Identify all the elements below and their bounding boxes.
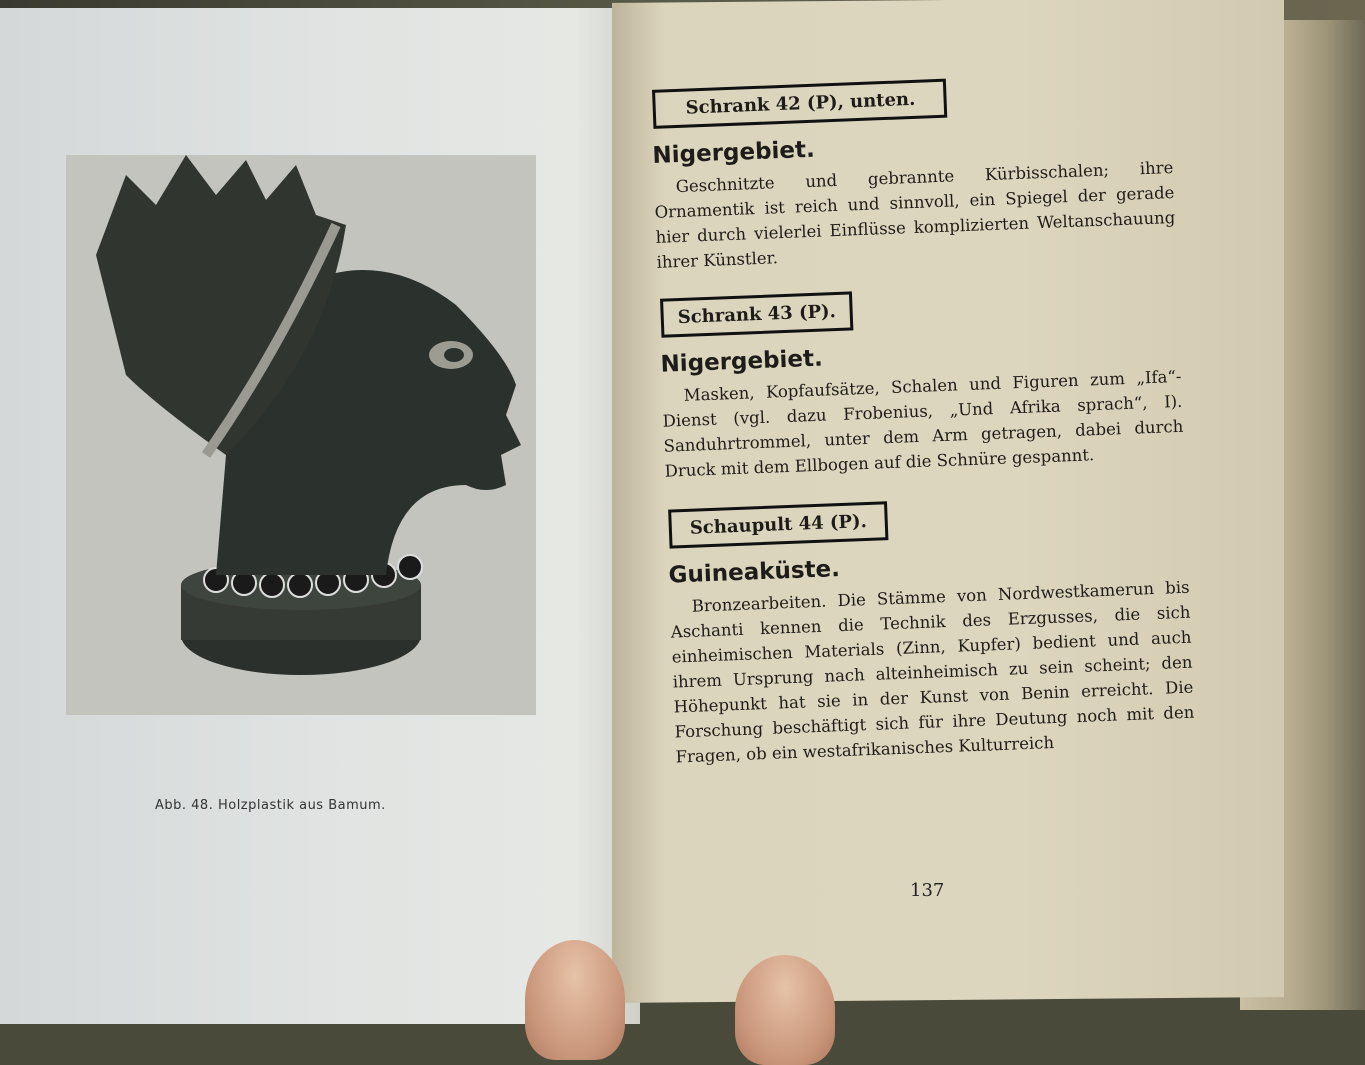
page-number: 137 [910,880,945,901]
right-thumb [735,955,835,1065]
section-header: Schrank 42 (P), unten. [652,79,947,129]
left-page [0,8,640,1024]
section-text: Geschnitzte und gebrannte Kürbisschalen; ihre Ornamentik ist reich und sinnvoll, ein Spiegel der gerade hier durch vielerlei Einflüsse komplizierten Weltanschauung ihrer Künstler. [654,157,1176,272]
section-header: Schaupult 44 (P). [668,501,888,548]
right-page-text [650,70,1196,769]
section-header: Schrank 43 (P). [660,291,854,337]
sculpture-photo [66,155,536,715]
figure-caption: Abb. 48. Holzplastik aus Bamum. [155,798,386,813]
section-title: Nigergebiet. [652,136,816,169]
section-schaupult-44 [666,490,1196,770]
left-thumb [525,940,625,1060]
section-title: Nigergebiet. [660,345,824,378]
section-text: Bronzearbeiten. Die Stämme von Nordwestkamerun bis Aschanti kennen die Technik des Erzgusses, die sich einheimischen Materials (Zinn, Kupfer) bedient und auch ihrem Ursprung nach alteinheimisch zu sein scheint; den Höhepunkt hat sie in der Kunst von Benin erreicht. Die Forschung beschäftigt sich für ihre Deutung noch mit den Fragen, ob ein westafrikanisches Kulturreich [670,577,1195,767]
section-schrank-42 [650,70,1177,275]
section-text: Masken, Kopfaufsätze, Schalen und Figuren zum „Ifa“-Dienst (vgl. dazu Frobenius, „Und Afrika sprach“, I). Sanduhrtrommel, unter dem Arm getragen, dabei durch Druck mit dem Ellbogen auf die Schnüre gespannt. [662,366,1184,481]
section-schrank-43 [658,279,1185,484]
section-title: Guineaküste. [668,556,841,589]
